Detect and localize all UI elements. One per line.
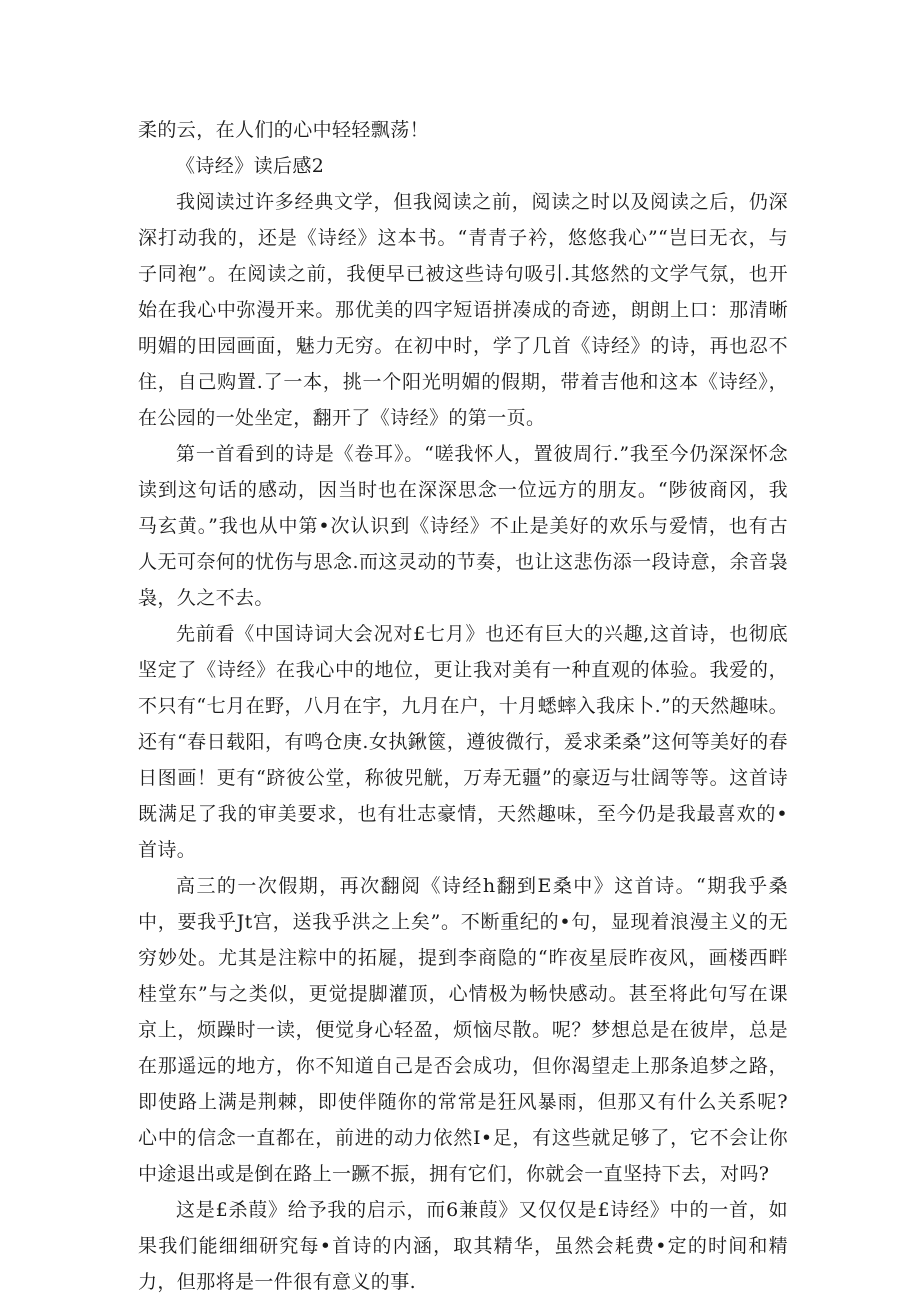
paragraph: 第一首看到的诗是《卷耳》。“嗟我怀人，置彼周行.”我至今仍深深怀念读到这句话的感动，因当时也在深深思念一位远方的朋友。“陟彼商冈，我马玄黄。”我也从中第•次认识到《诗经》不止是美好的欢乐与爱情，也有古人无可奈何的忧伤与思念.而这灵动的节奏，也让这悲伤添一段诗意，余音袅袅，久之不去。 (138, 443, 788, 609)
paragraph: 这是£杀葭》给予我的启示，而6兼葭》又仅仅是£诗经》中的一首，如果我们能细细研究每•首诗的内涵，取其精华，虽然会耗费•定的时间和精力，但那将是一件很有意义的事. (138, 1199, 788, 1293)
paragraph-continuation: 柔的云，在人们的心中轻轻飘荡！ (138, 119, 430, 141)
section-title: 《诗经》读后感2 (176, 155, 325, 177)
paragraph: 高三的一次假期，再次翻阅《诗经h翻到E桑中》这首诗。“期我乎桑中，要我乎Jt宫，送我乎洪之上矣”。不断重纪的•句，显现着浪漫主义的无穷妙处。尤其是注粽中的拓屣，提到李商隐的“昨夜星辰昨夜风，画楼西畔桂堂东”与之类似，更觉提脚灌顶，心情极为畅快感动。甚至将此句写在课京上，烦躁时一读，便觉身心轻盈，烦恼尽散。呢？梦想总是在彼岸，总是在那遥远的地方，你不知道自己是否会成功，但你渴望走上那条追梦之路，即使路上满是荆棘，即使伴随你的常常是狂风暴雨，但那又有什么关系呢?心中的信念一直都在，前进的动力依然I•足，有这些就足够了，它不会让你中途退出或是倒在路上一蹶不振，拥有它们，你就会一直坚持下去，对吗? (138, 875, 788, 1185)
paragraph: 我阅读过许多经典文学，但我阅读之前，阅读之时以及阅读之后，仍深深打动我的，还是《诗经》这本书。“青青子衿，悠悠我心”“岂曰无衣，与子同袍”。在阅读之前，我便早已被这些诗句吸引.其悠然的文学气氛，也开始在我心中弥漫开来。那优美的四字短语拼凑成的奇迹，朗朗上口：那清晰明媚的田园画面，魅力无穷。在初中时，学了几首《诗经》的诗，再也忍不住，自己购置.了一本，挑一个阳光明媚的假期，带着吉他和这本《诗经》，在公园的一处坐定，翻开了《诗经》的第一页。 (138, 191, 788, 429)
paragraph: 先前看《中国诗词大会况对£七月》也还有巨大的兴趣,这首诗，也彻底坚定了《诗经》在我心中的地位，更让我对美有一种直观的体验。我爱的，不只有“七月在野，八月在宇，九月在户，十月蟋蟀入我床卜.”的天然趣味。还有“春日载阳，有鸣仓庚.女执鍬篋，遵彼微行，爰求柔桑”这何等美好的春日图画！更有“跻彼公堂，称彼兕觥，万寿无疆”的豪迈与壮阔等等。这首诗既满足了我的审美要求，也有壮志豪情，天然趣味，至今仍是我最喜欢的•首诗。 (138, 623, 788, 861)
document-body (138, 112, 788, 1300)
